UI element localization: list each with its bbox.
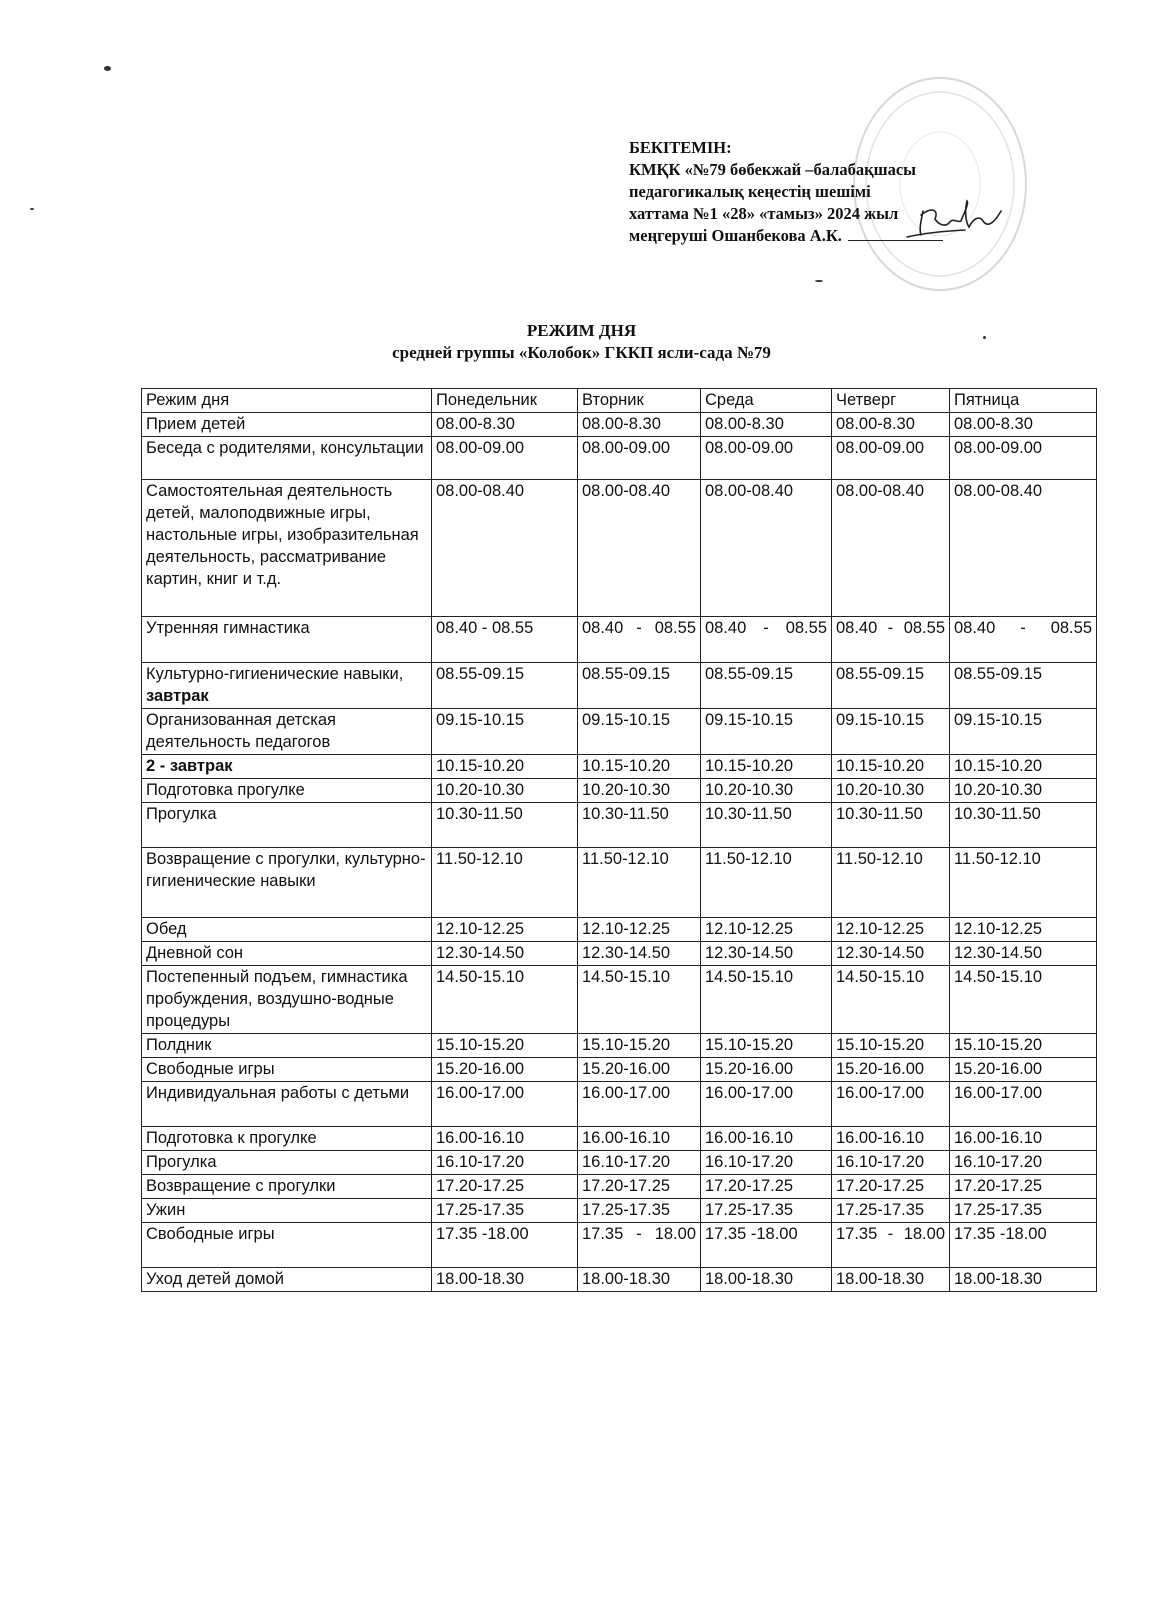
time-cell: 11.50-12.10 xyxy=(832,848,950,918)
time-cell: 08.00-09.00 xyxy=(578,437,701,480)
time-cell: 15.20-16.00 xyxy=(950,1058,1097,1082)
time-cell: 08.40 - 08.55 xyxy=(701,617,832,663)
time-cell: 08.00-08.40 xyxy=(432,480,578,617)
time-cell: 08.00-09.00 xyxy=(950,437,1097,480)
time-cell: 12.10-12.25 xyxy=(832,918,950,942)
time-cell: 08.00-08.40 xyxy=(950,480,1097,617)
activity-cell xyxy=(142,848,432,918)
activity-cell xyxy=(142,663,432,709)
table-row xyxy=(142,848,1097,918)
time-cell: 08.00-8.30 xyxy=(832,413,950,437)
time-cell: 10.15-10.20 xyxy=(578,755,701,779)
activity-cell xyxy=(142,942,432,966)
time-cell: 10.20-10.30 xyxy=(701,779,832,803)
title-main: РЕЖИМ ДНЯ xyxy=(526,321,637,340)
time-cell: 15.10-15.20 xyxy=(578,1034,701,1058)
table-row xyxy=(142,1034,1097,1058)
time-cell: 10.30-11.50 xyxy=(578,803,701,848)
activity-cell xyxy=(142,413,432,437)
time-cell: 10.30-11.50 xyxy=(701,803,832,848)
table-row xyxy=(142,918,1097,942)
time-cell: 08.40 - 08.55 xyxy=(832,617,950,663)
activity-cell xyxy=(142,966,432,1034)
approval-line-3: хаттама №1 «28» «тамыз» 2024 жыл xyxy=(629,204,899,223)
time-cell: 17.25-17.35 xyxy=(701,1199,832,1223)
time-cell: 15.20-16.00 xyxy=(832,1058,950,1082)
activity-cell xyxy=(142,709,432,755)
activity-label: Подготовка прогулке xyxy=(146,781,305,799)
activity-label: Возвращение с прогулки, культурно-гигиенические навыки xyxy=(146,850,426,890)
time-cell: 17.35 - 18.00 xyxy=(578,1223,701,1268)
time-cell: 08.00-08.40 xyxy=(701,480,832,617)
time-cell: 17.25-17.35 xyxy=(432,1199,578,1223)
time-cell: 08.40 - 08.55 xyxy=(432,617,578,663)
activity-label: 2 - завтрак xyxy=(146,757,233,775)
time-cell: 16.00-17.00 xyxy=(701,1082,832,1127)
time-cell: 16.10-17.20 xyxy=(950,1151,1097,1175)
header-regime: Режим дня xyxy=(142,389,432,413)
time-cell: 14.50-15.10 xyxy=(950,966,1097,1034)
time-cell: 16.00-17.00 xyxy=(832,1082,950,1127)
activity-cell xyxy=(142,1058,432,1082)
activity-label: Возвращение с прогулки xyxy=(146,1177,336,1195)
activity-cell xyxy=(142,1199,432,1223)
signature-line xyxy=(848,226,943,241)
activity-cell xyxy=(142,803,432,848)
time-cell: 12.30-14.50 xyxy=(701,942,832,966)
time-cell: 17.20-17.25 xyxy=(432,1175,578,1199)
activity-cell xyxy=(142,1127,432,1151)
activity-cell xyxy=(142,1082,432,1127)
activity-cell xyxy=(142,918,432,942)
time-cell: 15.10-15.20 xyxy=(701,1034,832,1058)
time-cell: 18.00-18.30 xyxy=(432,1268,578,1292)
header-thursday: Четверг xyxy=(832,389,950,413)
time-cell: 08.00-8.30 xyxy=(701,413,832,437)
activity-label: Организованная детская деятельность педагогов xyxy=(146,711,336,751)
activity-cell xyxy=(142,437,432,480)
activity-label-bold: завтрак xyxy=(146,687,209,705)
time-cell: 10.30-11.50 xyxy=(950,803,1097,848)
time-cell: 08.40 - 08.55 xyxy=(578,617,701,663)
time-cell: 11.50-12.10 xyxy=(701,848,832,918)
time-cell: 09.15-10.15 xyxy=(701,709,832,755)
time-cell: 12.30-14.50 xyxy=(432,942,578,966)
time-cell: 09.15-10.15 xyxy=(432,709,578,755)
activity-label: Ужин xyxy=(146,1201,186,1219)
table-row xyxy=(142,803,1097,848)
time-cell: 17.35 -18.00 xyxy=(432,1223,578,1268)
activity-label: Свободные игры xyxy=(146,1225,275,1243)
time-cell: 10.15-10.20 xyxy=(701,755,832,779)
table-row xyxy=(142,779,1097,803)
time-cell: 11.50-12.10 xyxy=(950,848,1097,918)
time-cell: 08.00-08.40 xyxy=(578,480,701,617)
table-row xyxy=(142,437,1097,480)
time-cell: 08.40 - 08.55 xyxy=(950,617,1097,663)
table-header-row xyxy=(142,389,1097,413)
time-cell: 08.00-8.30 xyxy=(578,413,701,437)
time-cell: 08.55-09.15 xyxy=(950,663,1097,709)
activity-label: Утренняя гимнастика xyxy=(146,619,310,637)
time-cell: 14.50-15.10 xyxy=(432,966,578,1034)
time-cell: 17.25-17.35 xyxy=(832,1199,950,1223)
table-row xyxy=(142,755,1097,779)
time-cell: 08.00-08.40 xyxy=(832,480,950,617)
time-cell: 15.20-16.00 xyxy=(578,1058,701,1082)
activity-cell xyxy=(142,1034,432,1058)
time-cell: 17.35 - 18.00 xyxy=(832,1223,950,1268)
time-cell: 10.20-10.30 xyxy=(578,779,701,803)
time-cell: 16.10-17.20 xyxy=(432,1151,578,1175)
time-cell: 17.35 -18.00 xyxy=(950,1223,1097,1268)
time-cell: 10.20-10.30 xyxy=(832,779,950,803)
scan-speck xyxy=(104,66,111,71)
activity-cell xyxy=(142,1223,432,1268)
header-wednesday: Среда xyxy=(701,389,832,413)
activity-cell xyxy=(142,1268,432,1292)
time-cell: 18.00-18.30 xyxy=(578,1268,701,1292)
time-cell: 16.00-16.10 xyxy=(832,1127,950,1151)
time-cell: 09.15-10.15 xyxy=(950,709,1097,755)
time-cell: 10.15-10.20 xyxy=(950,755,1097,779)
activity-label: Самостоятельная деятельность детей, малоподвижные игры, настольные игры, изобразительная деятельность, рассматривание картин, книг и т.д. xyxy=(146,482,419,588)
header-monday: Понедельник xyxy=(432,389,578,413)
time-cell: 17.25-17.35 xyxy=(578,1199,701,1223)
time-cell: 09.15-10.15 xyxy=(832,709,950,755)
table-row xyxy=(142,480,1097,617)
time-cell: 12.10-12.25 xyxy=(950,918,1097,942)
time-cell: 17.20-17.25 xyxy=(950,1175,1097,1199)
activity-label: Прогулка xyxy=(146,805,217,823)
time-cell: 15.10-15.20 xyxy=(432,1034,578,1058)
time-cell: 12.10-12.25 xyxy=(432,918,578,942)
time-cell: 14.50-15.10 xyxy=(701,966,832,1034)
activity-cell xyxy=(142,617,432,663)
table-row xyxy=(142,1199,1097,1223)
table-row xyxy=(142,1151,1097,1175)
table-row xyxy=(142,1268,1097,1292)
time-cell: 17.20-17.25 xyxy=(578,1175,701,1199)
activity-label: Культурно-гигиенические навыки, xyxy=(146,665,404,683)
table-row xyxy=(142,1127,1097,1151)
time-cell: 14.50-15.10 xyxy=(832,966,950,1034)
activity-label: Подготовка к прогулке xyxy=(146,1129,317,1147)
scan-speck xyxy=(815,280,823,282)
time-cell: 16.00-16.10 xyxy=(578,1127,701,1151)
activity-label: Постепенный подъем, гимнастика пробуждения, воздушно-водные процедуры xyxy=(146,968,408,1030)
approval-line-4: меңгеруші Ошанбекова А.К. xyxy=(629,226,842,245)
activity-label: Обед xyxy=(146,920,187,938)
time-cell: 18.00-18.30 xyxy=(701,1268,832,1292)
time-cell: 12.30-14.50 xyxy=(950,942,1097,966)
time-cell: 08.55-09.15 xyxy=(432,663,578,709)
time-cell: 18.00-18.30 xyxy=(832,1268,950,1292)
time-cell: 17.20-17.25 xyxy=(832,1175,950,1199)
time-cell: 15.20-16.00 xyxy=(432,1058,578,1082)
time-cell: 08.55-09.15 xyxy=(701,663,832,709)
document-title xyxy=(0,320,1163,364)
activity-label: Беседа с родителями, консультации xyxy=(146,439,424,457)
activity-cell xyxy=(142,480,432,617)
scan-speck xyxy=(30,208,34,210)
activity-cell xyxy=(142,1175,432,1199)
time-cell: 10.15-10.20 xyxy=(832,755,950,779)
activity-label: Полдник xyxy=(146,1036,212,1054)
time-cell: 16.00-16.10 xyxy=(701,1127,832,1151)
time-cell: 12.10-12.25 xyxy=(701,918,832,942)
table-row xyxy=(142,1175,1097,1199)
time-cell: 08.00-09.00 xyxy=(432,437,578,480)
time-cell: 12.30-14.50 xyxy=(578,942,701,966)
time-cell: 16.10-17.20 xyxy=(832,1151,950,1175)
time-cell: 11.50-12.10 xyxy=(578,848,701,918)
time-cell: 10.20-10.30 xyxy=(432,779,578,803)
time-cell: 16.10-17.20 xyxy=(578,1151,701,1175)
time-cell: 16.00-16.10 xyxy=(432,1127,578,1151)
time-cell: 12.30-14.50 xyxy=(832,942,950,966)
table-row xyxy=(142,617,1097,663)
schedule-body xyxy=(142,413,1097,1292)
time-cell: 16.00-17.00 xyxy=(432,1082,578,1127)
schedule-table xyxy=(141,388,1097,1292)
table-row xyxy=(142,1082,1097,1127)
activity-cell xyxy=(142,1151,432,1175)
header-tuesday: Вторник xyxy=(578,389,701,413)
time-cell: 17.25-17.35 xyxy=(950,1199,1097,1223)
activity-label: Уход детей домой xyxy=(146,1270,284,1288)
time-cell: 18.00-18.30 xyxy=(950,1268,1097,1292)
time-cell: 08.55-09.15 xyxy=(832,663,950,709)
approval-block xyxy=(629,137,943,247)
activity-cell xyxy=(142,779,432,803)
time-cell: 14.50-15.10 xyxy=(578,966,701,1034)
table-row xyxy=(142,709,1097,755)
time-cell: 08.55-09.15 xyxy=(578,663,701,709)
activity-label: Индивидуальная работы с детьми xyxy=(146,1084,410,1102)
time-cell: 10.30-11.50 xyxy=(832,803,950,848)
time-cell: 15.10-15.20 xyxy=(950,1034,1097,1058)
time-cell: 08.00-09.00 xyxy=(832,437,950,480)
approval-heading: БЕКІТЕМІН: xyxy=(629,138,732,157)
table-row xyxy=(142,942,1097,966)
title-sub: средней группы «Колобок» ГККП ясли-сада №79 xyxy=(392,343,771,362)
activity-label: Прогулка xyxy=(146,1153,217,1171)
time-cell: 09.15-10.15 xyxy=(578,709,701,755)
time-cell: 10.20-10.30 xyxy=(950,779,1097,803)
time-cell: 12.10-12.25 xyxy=(578,918,701,942)
activity-label: Прием детей xyxy=(146,415,246,433)
time-cell: 15.20-16.00 xyxy=(701,1058,832,1082)
header-friday: Пятница xyxy=(950,389,1097,413)
time-cell: 17.35 -18.00 xyxy=(701,1223,832,1268)
time-cell: 16.00-17.00 xyxy=(950,1082,1097,1127)
table-row xyxy=(142,663,1097,709)
approval-line-1: КМҚК «№79 бөбекжай –балабақшасы xyxy=(629,160,917,179)
time-cell: 10.15-10.20 xyxy=(432,755,578,779)
time-cell: 16.10-17.20 xyxy=(701,1151,832,1175)
time-cell: 10.30-11.50 xyxy=(432,803,578,848)
time-cell: 16.00-17.00 xyxy=(578,1082,701,1127)
time-cell: 08.00-09.00 xyxy=(701,437,832,480)
time-cell: 15.10-15.20 xyxy=(832,1034,950,1058)
table-row xyxy=(142,413,1097,437)
table-row xyxy=(142,1223,1097,1268)
time-cell: 08.00-8.30 xyxy=(432,413,578,437)
time-cell: 08.00-8.30 xyxy=(950,413,1097,437)
time-cell: 17.20-17.25 xyxy=(701,1175,832,1199)
activity-label: Свободные игры xyxy=(146,1060,275,1078)
time-cell: 16.00-16.10 xyxy=(950,1127,1097,1151)
time-cell: 11.50-12.10 xyxy=(432,848,578,918)
table-row xyxy=(142,966,1097,1034)
approval-line-2: педагогикалық кеңестің шешімі xyxy=(629,182,871,201)
table-row xyxy=(142,1058,1097,1082)
activity-cell xyxy=(142,755,432,779)
activity-label: Дневной сон xyxy=(146,944,244,962)
